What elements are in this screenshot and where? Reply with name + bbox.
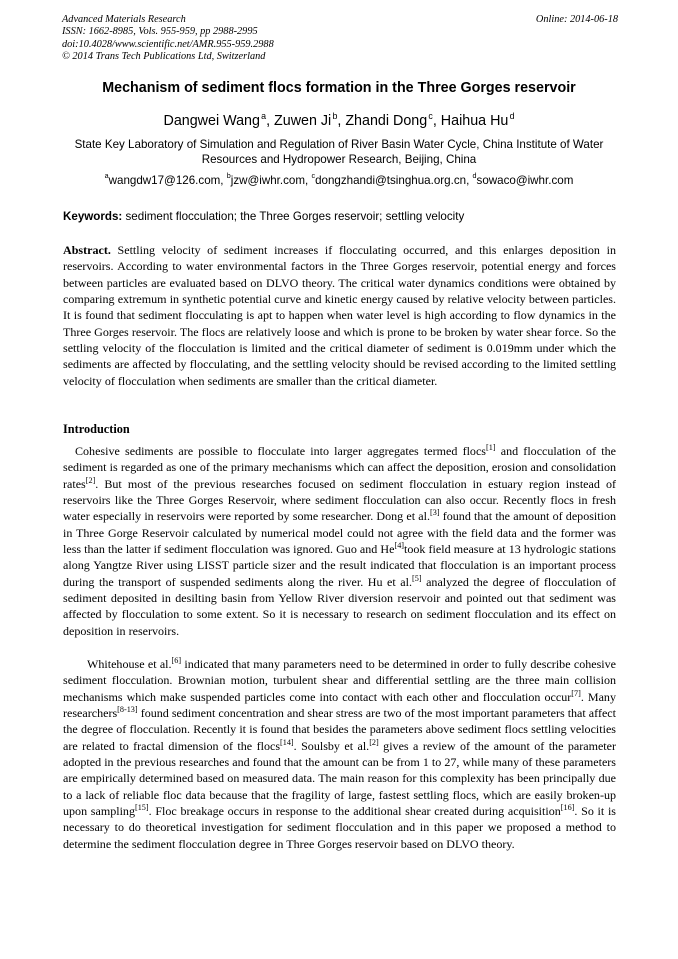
author-affil-mark: c [428, 111, 433, 121]
keywords [63, 210, 618, 223]
author-separator: , [432, 113, 441, 129]
paragraph-text: indicated that many parameters need to be determined in order to fully describe cohesive sediment flocculation. Brownian motion, turbulent shear and differential settling are the three main collision mechanisms which make suspended particles come into contact with each other and flocculation occur [63, 657, 616, 704]
author-separator: , [266, 113, 275, 129]
intro-paragraph-1 [63, 443, 616, 639]
author-name: Zuwen Ji [274, 113, 332, 129]
author-name: Dangwei Wang [163, 113, 260, 129]
paragraph-text: . Many researchers [63, 689, 616, 721]
author-affil-mark: d [509, 111, 515, 121]
citation-ref[interactable]: [5] [412, 573, 422, 583]
online-date: Online: 2014-06-18 [535, 14, 618, 25]
email-address[interactable]: wangdw17@126.com [108, 174, 221, 187]
author-name: Haihua Hu [440, 113, 509, 129]
citation-ref[interactable]: [8-13] [117, 705, 138, 715]
paragraph-text: . Soulsby et al. [293, 738, 370, 753]
doi-line: doi:10.4028/www.scientific.net/AMR.955-959.2988 [62, 38, 274, 50]
email-address[interactable]: jzw@iwhr.com [230, 174, 306, 187]
paragraph-text: . Floc breakage occurs in response to the additional shear created during acquisition [148, 804, 561, 819]
author-separator: , [337, 113, 346, 129]
email-mark: a [104, 171, 109, 180]
keywords-label: Keywords: [63, 210, 123, 223]
author-affil-mark: b [332, 111, 338, 121]
keywords-text: sediment flocculation; the Three Gorges reservoir; settling velocity [122, 210, 465, 223]
affiliation: State Key Laboratory of Simulation and Regulation of River Basin Water Cycle, China Institute of Water Resources and Hydropower Research, Beijing, China [74, 138, 604, 167]
paper-title: Mechanism of sediment flocs formation in the Three Gorges reservoir [102, 80, 576, 96]
author-affil-mark: a [261, 111, 267, 121]
email-separator: , [220, 174, 227, 187]
citation-ref[interactable]: [4] [394, 541, 405, 551]
paragraph-text: . But most of the previous researches focused on sediment flocculation in estuary region instead of reservoirs like the Three Gorges Reservoir, where sediment flocculation can also occur. Recently flocs in fresh water especially in reservoirs were reported by some researcher. Dong et al. [63, 476, 616, 524]
abstract-label: Abstract. [63, 243, 111, 257]
author-name: Zhandi Dong [345, 113, 428, 129]
email-separator: , [466, 174, 473, 187]
paragraph-text: gives a review of the amount of the parameter adopted in the previous researches and found that the amount can be from 1 to 27, while many of these parameters are empirically determined based on measured data. The main reason for this complexity has been principally due to a lack of reliable floc data because that the fragility of large, fastest settling flocs, which are easily broken-up upon sampling [63, 738, 616, 819]
abstract [63, 242, 616, 389]
citation-ref[interactable]: [16] [560, 803, 575, 813]
abstract-text: Settling velocity of sediment increases if flocculating occurred, and this enlarges deposition in reservoirs. According to water environmental factors in the Three Gorges reservoir, potential energy and forces between particles are evaluated based on DLVO theory. The critical water dynamics conditions were obtained by comparing extremum in synthetic potential curve and kinetic energy caused by relative velocity between particles. It is found that sediment flocculating is apt to happen when water level is high according to flow dynamics in the Three Gorges reservoir. The flocs are relatively loose and which is prone to be broken by water shear force. So the settling velocity of the flocculation is limited and the critical diameter of sediment is 0.019mm under which the sediments are affected by flocculating, and the settling velocity should be revised according to the limited settling velocity of flocculation when sediments are smaller than the critical diameter. [63, 243, 616, 388]
email-separator: , [305, 174, 312, 187]
journal-name: Advanced Materials Research [62, 14, 186, 25]
email-list [40, 171, 638, 187]
email-address[interactable]: dongzhandi@tsinghua.org.cn [315, 174, 467, 187]
intro-paragraph-2 [63, 656, 616, 852]
email-address[interactable]: sowaco@iwhr.com [476, 174, 574, 187]
section-heading-introduction: Introduction [63, 422, 130, 436]
paragraph-text: found that the amount of deposition in Three Gorge Reservoir calculated by numerical model could not agree with the field data and the former was less than the latter if sediment flocculation was ignored. Guo and He [63, 509, 616, 557]
citation-ref[interactable]: [7] [571, 688, 581, 698]
citation-ref[interactable]: [1] [485, 443, 496, 452]
citation-ref[interactable]: [2] [85, 475, 96, 485]
email-mark: d [472, 171, 477, 180]
citation-ref[interactable]: [6] [171, 656, 182, 665]
copyright-line: © 2014 Trans Tech Publications Ltd, Switzerland [62, 51, 266, 63]
citation-ref[interactable]: [15] [134, 803, 149, 813]
citation-ref[interactable]: [2] [369, 737, 379, 747]
journal-header [62, 14, 618, 64]
citation-ref[interactable]: [3] [430, 508, 440, 518]
paragraph-text: Cohesive sediments are possible to flocculate into larger aggregates termed flocs [75, 444, 486, 458]
citation-ref[interactable]: [14] [280, 737, 294, 747]
paragraph-text: Whitehouse et al. [87, 657, 172, 671]
issn-line: ISSN: 1662-8985, Vols. 955-959, pp 2988-2995 [62, 26, 258, 38]
paragraph-text: took field measure at 13 hydrologic stations along Yangtze River using LISST particle sizer and the result indicated that flocculation is an important process during the transport of suspended sediments along the river. Hu et al. [63, 542, 616, 589]
email-mark: b [226, 171, 231, 180]
author-list [40, 113, 638, 129]
paragraph-text: analyzed the degree of flocculation of sediment deposited in desilting basin from Yellow River diversion reservoir and pointed out that sediment was affected by flocculation to some extent. So it is necessary to research on sediment flocculation and its effect on deposition in reservoirs. [63, 574, 616, 638]
paragraph-text: and flocculation of the sediment is regarded as one of the primary mechanisms which can affect the deposition, erosion and consolidation rates [63, 444, 616, 491]
paragraph-text: found sediment concentration and shear stress are two of the most important parameters that affect the degree of flocculation. Recently it is found that besides the parameters above sediment flocs settling velocities are related to fractal dimension of the flocs [63, 706, 616, 753]
email-mark: c [311, 171, 316, 180]
paragraph-text: . So it is necessary to do theoretical investigation for sediment flocculation and in this paper we proposed a method to determine the sediment flocculation degree in Three Gorges reservoir based on DLVO theory. [63, 804, 616, 851]
